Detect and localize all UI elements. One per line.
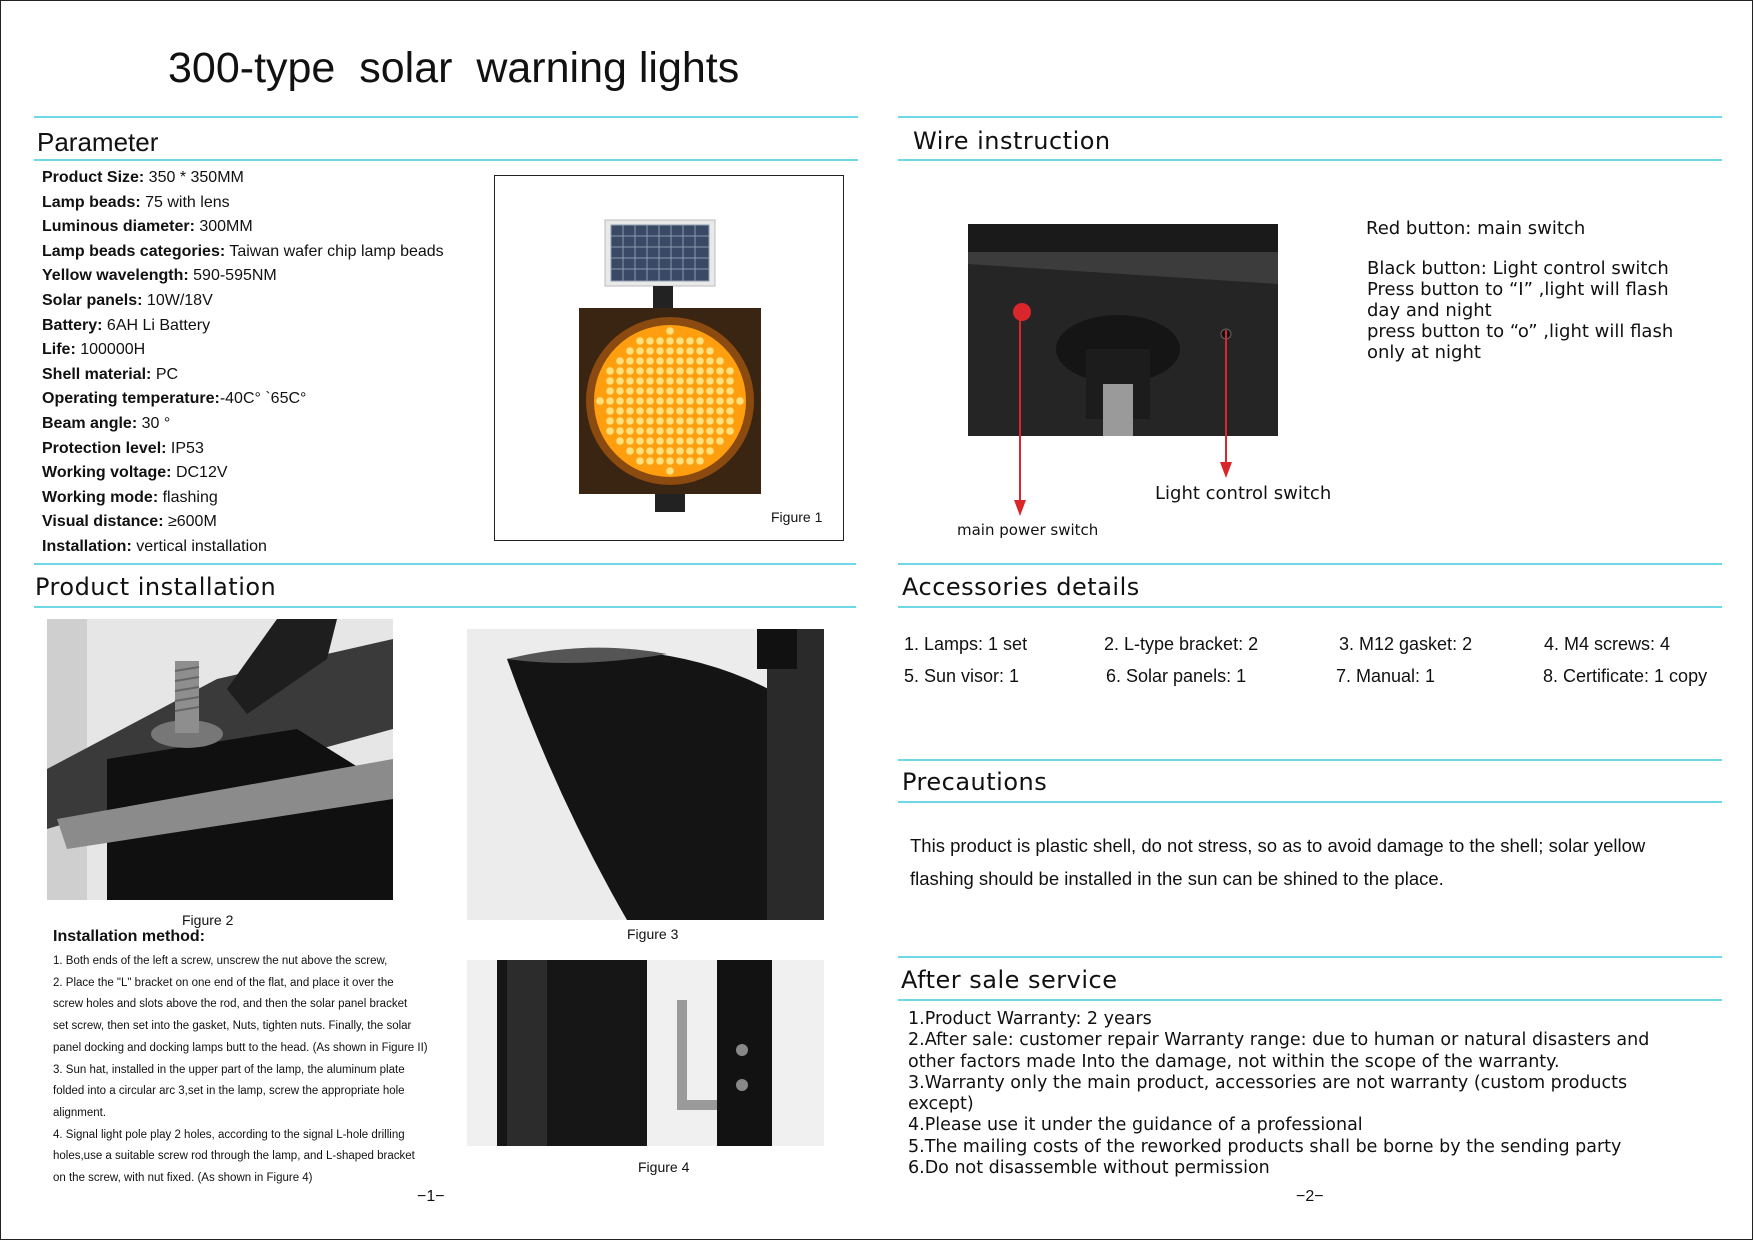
parameter-label: Lamp beads categories:	[42, 242, 226, 260]
parameter-row	[42, 387, 444, 412]
parameter-value: -40C° `65C°	[219, 390, 307, 408]
after-sale-line: 4.Please use it under the guidance of a professional	[908, 1115, 1363, 1136]
installation-step-line: on the screw, with nut fixed. (As shown in Figure 4)	[53, 1172, 313, 1185]
installation-step-line: 4. Signal light pole play 2 holes, according to the signal L-hole drilling	[53, 1128, 405, 1141]
parameter-value: 6AH Li Battery	[102, 316, 211, 334]
parameter-value: DC12V	[171, 464, 228, 482]
parameter-value: 590-595NM	[188, 267, 277, 285]
rule	[898, 801, 1722, 803]
parameter-row	[42, 486, 444, 511]
rule	[898, 563, 1722, 565]
rule	[898, 159, 1722, 161]
accessory-item: 4. M4 screws: 4	[1544, 634, 1671, 654]
parameter-label: Yellow wavelength:	[42, 267, 189, 285]
parameter-label: Protection level:	[42, 439, 167, 457]
precautions-text	[910, 829, 1710, 895]
product-installation-heading: Product installation	[35, 573, 277, 601]
parameter-label: Installation:	[42, 537, 132, 555]
parameter-value: IP53	[166, 439, 204, 457]
after-sale-line: 2.After sale: customer repair Warranty range: due to human or natural disasters and	[908, 1030, 1650, 1051]
after-sale-line: except)	[908, 1094, 974, 1115]
solar-warning-light-image	[495, 176, 843, 540]
parameter-label: Battery:	[42, 316, 103, 334]
installation-step-line: set screw, then set into the gasket, Nuts, tighten nuts. Finally, the solar	[53, 1020, 412, 1033]
parameter-row	[42, 461, 444, 486]
parameter-label: Product Size:	[42, 169, 145, 186]
parameter-row	[42, 215, 444, 240]
figure-2-photo	[47, 619, 393, 900]
rule	[898, 116, 1722, 118]
parameter-row	[42, 338, 444, 363]
parameter-value: 350 * 350MM	[144, 169, 244, 186]
after-sale-line: 1.Product Warranty: 2 years	[908, 1009, 1152, 1029]
parameter-label: Shell material:	[42, 365, 152, 383]
rule	[898, 999, 1722, 1001]
accessory-item: 5. Sun visor: 1	[904, 666, 1020, 686]
black-button-line: Press button to “I” ,light will flash	[1367, 279, 1669, 300]
parameter-label: Luminous diameter:	[42, 218, 195, 236]
accessory-item: 8. Certificate: 1 copy	[1543, 666, 1708, 686]
black-button-text	[1367, 258, 1747, 363]
rule	[34, 116, 858, 118]
installation-method-heading: Installation method:	[53, 928, 205, 945]
parameter-row	[42, 363, 444, 388]
installation-step-line: panel docking and docking lamps butt to the head. (As shown in Figure II)	[53, 1041, 428, 1054]
parameter-value: 75 with lens	[140, 193, 230, 211]
parameter-list	[42, 166, 444, 560]
red-button-text: Red button: main switch	[1366, 218, 1586, 239]
parameter-row	[42, 289, 444, 314]
figure-4-photo	[467, 960, 824, 1146]
black-button-line: press button to “o” ,light will flash	[1367, 321, 1674, 342]
parameter-value: Taiwan wafer chip lamp beads	[225, 242, 444, 260]
precautions-heading: Precautions	[902, 768, 1048, 796]
after-sale-list	[908, 1009, 1668, 1179]
installation-step-line: 2. Place the "L" bracket on one end of the flat, and place it over the	[53, 976, 394, 989]
black-button-line: only at night	[1367, 342, 1481, 363]
precautions-line: flashing should be installed in the sun can be shined to the place.	[910, 868, 1444, 889]
accessory-item: 7. Manual: 1	[1336, 666, 1436, 686]
parameter-label: Working voltage:	[42, 464, 172, 482]
installation-step-line: folded into a circular arc 3,set in the lamp, screw the appropriate hole	[53, 1085, 405, 1098]
parameter-value: 300MM	[194, 218, 253, 236]
page-number-2: −2−	[1296, 1188, 1324, 1205]
parameter-value: 100000H	[75, 341, 146, 359]
parameter-row	[42, 535, 444, 560]
figure-3-caption: Figure 3	[627, 926, 679, 942]
main-power-switch-label: main power switch	[957, 521, 1099, 539]
parameter-value: flashing	[158, 488, 218, 506]
parameter-row	[42, 166, 444, 191]
parameter-label: Operating temperature:	[42, 390, 220, 408]
parameter-label: Life:	[42, 341, 76, 359]
accessory-item: 3. M12 gasket: 2	[1339, 634, 1473, 654]
parameter-label: Working mode:	[42, 488, 159, 506]
installation-step-line: holes,use a suitable screw rod through the lamp, and L-shaped bracket	[53, 1150, 415, 1163]
parameter-row	[42, 437, 444, 462]
after-sale-heading: After sale service	[901, 966, 1118, 994]
after-sale-line: 6.Do not disassemble without permission	[908, 1158, 1270, 1179]
precautions-line: This product is plastic shell, do not stress, so as to avoid damage to the shell; solar yellow	[910, 835, 1646, 856]
accessory-item: 2. L-type bracket: 2	[1104, 634, 1259, 654]
parameter-row	[42, 240, 444, 265]
rule	[34, 159, 858, 161]
figure-1-caption: Figure 1	[771, 509, 823, 525]
accessories-heading: Accessories details	[902, 573, 1140, 601]
installation-step-line: 3. Sun hat, installed in the upper part of the lamp, the aluminum plate	[53, 1063, 405, 1076]
after-sale-line: 5.The mailing costs of the reworked products shall be borne by the sending party	[908, 1136, 1622, 1157]
accessory-item: 1. Lamps: 1 set	[904, 634, 1028, 654]
figure-2-caption: Figure 2	[182, 912, 234, 928]
parameter-value: vertical installation	[131, 537, 267, 555]
parameter-label: Solar panels:	[42, 291, 143, 309]
light-control-switch-label: Light control switch	[1155, 483, 1332, 504]
parameter-label: Lamp beads:	[42, 193, 141, 211]
rule	[898, 606, 1722, 608]
parameter-row	[42, 191, 444, 216]
parameter-value: PC	[151, 365, 179, 383]
installation-step-line: alignment.	[53, 1106, 107, 1119]
page-number-1: −1−	[417, 1188, 445, 1205]
figure-4-caption: Figure 4	[638, 1159, 690, 1175]
parameter-label: Visual distance:	[42, 513, 164, 531]
parameter-row	[42, 264, 444, 289]
rule	[898, 759, 1722, 761]
figure-1-frame	[494, 175, 844, 541]
rule	[898, 956, 1722, 958]
parameter-value: 30 °	[137, 414, 171, 432]
after-sale-line: 3.Warranty only the main product, accessories are not warranty (custom products	[908, 1072, 1628, 1093]
after-sale-line: other factors made Into the damage, not within the scope of the warranty.	[908, 1051, 1560, 1072]
installation-method-list	[53, 951, 473, 1190]
parameter-heading: Parameter	[37, 127, 159, 157]
accessory-item: 6. Solar panels: 1	[1106, 666, 1247, 686]
parameter-value: 10W/18V	[142, 291, 213, 309]
page-title: 300-type solar warning lights	[168, 44, 740, 92]
installation-step-line: 1. Both ends of the left a screw, unscrew the nut above the screw,	[53, 955, 388, 967]
parameter-row	[42, 510, 444, 535]
parameter-row	[42, 314, 444, 339]
rule	[34, 606, 856, 608]
parameter-value: ≥600M	[163, 513, 217, 531]
figure-3-photo	[467, 629, 824, 920]
black-button-line: Black button: Light control switch	[1367, 258, 1669, 279]
rule	[34, 563, 856, 565]
parameter-row	[42, 412, 444, 437]
installation-step-line: screw holes and slots above the rod, and then the solar panel bracket	[53, 998, 408, 1011]
black-button-line: day and night	[1367, 300, 1492, 321]
parameter-label: Beam angle:	[42, 414, 138, 432]
wire-instruction-heading: Wire instruction	[913, 127, 1111, 155]
